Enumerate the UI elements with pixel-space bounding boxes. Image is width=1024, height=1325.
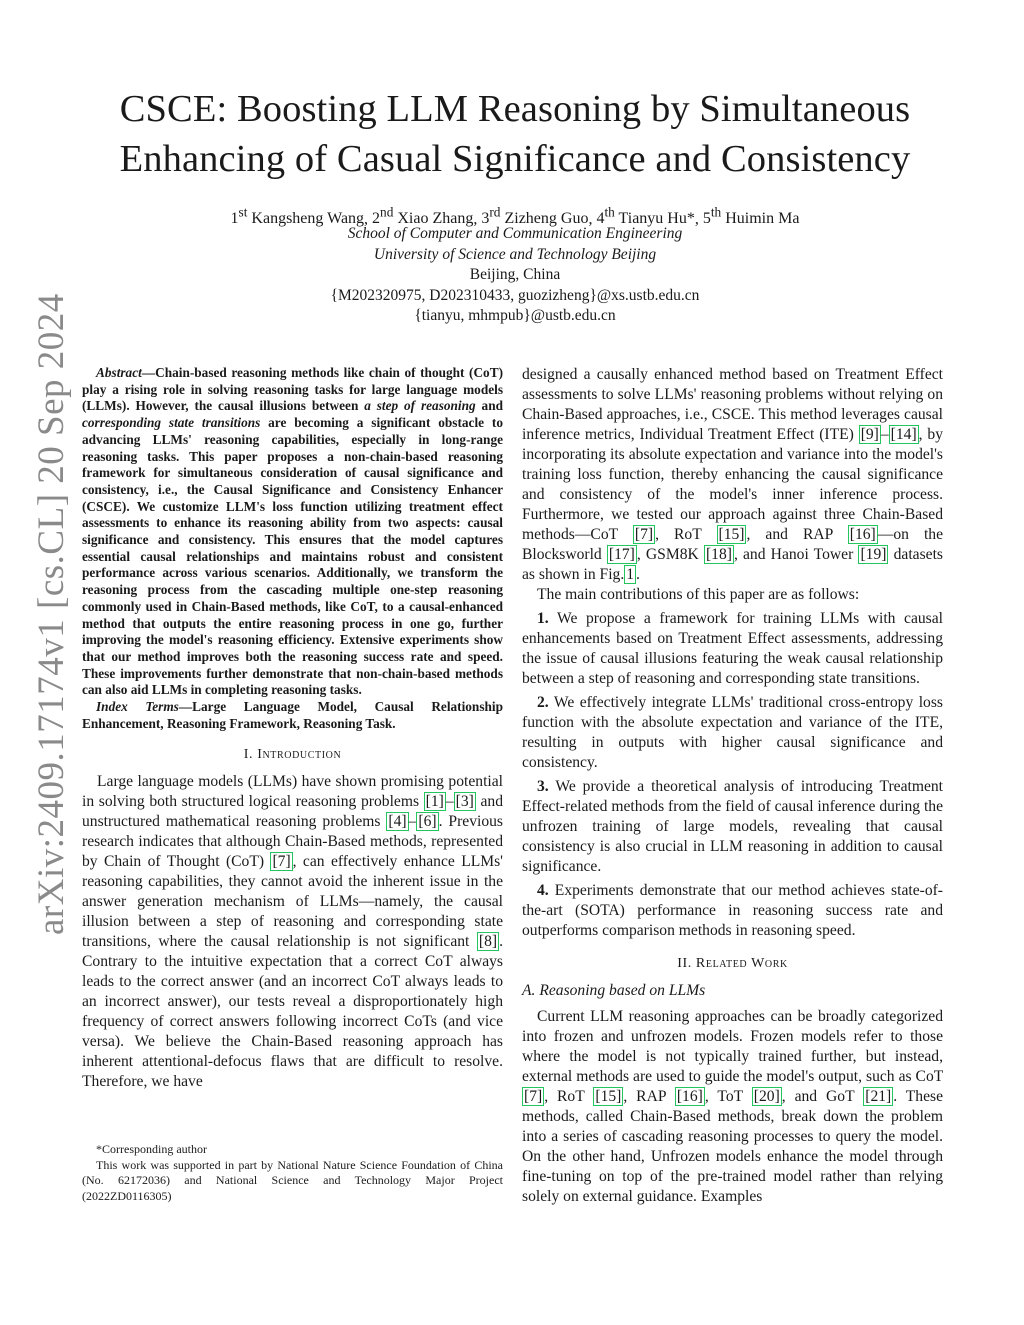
citation-link[interactable]: [4] — [388, 813, 407, 831]
intro-continued: designed a causally enhanced method based on Treatment Effect assessments to solve LLMs' reasoning problems without relying on Chain-Based approaches, i.e., CSCE. This method leverages causal inference metrics, Individual Treatment Effect (ITE) [9] – [14] , by incorporating its absolute expectation and variance into the model's training loss function, thereby enhancing the causal significance and consistency of the model's inner inference process. Furthermore, we tested our approach against three Chain-Based methods—CoT [7] , RoT [15] , and RAP [16] —on the Blocksworld [17] , GSM8K [18] , and Hanoi Tower [19] datasets as shown in Fig. 1 . — [522, 366, 944, 583]
citation-link[interactable]: [1] — [425, 793, 444, 811]
affiliation-university: University of Science and Technology Beijing — [373, 245, 657, 263]
citation-link[interactable]: [19] — [860, 546, 887, 563]
citation-link[interactable]: [15] — [718, 526, 745, 543]
author: 2nd Xiao Zhang — [372, 205, 474, 228]
citation-link[interactable]: [21] — [865, 1088, 892, 1105]
citation-link[interactable]: [14] — [890, 426, 917, 443]
arxiv-stamp: arXiv:2409.17174v1 [cs.CL] 20 Sep 2024 — [31, 293, 72, 935]
author: 5th Huimin Ma — [702, 205, 800, 228]
citation-link[interactable]: [16] — [676, 1088, 703, 1105]
footnote-corresponding: *Corresponding author — [96, 1142, 207, 1156]
related-work-paragraph: Current LLM reasoning approaches can be broadly categorized into frozen and unfrozen models. Frozen models refer to those where the model is not typically trained further, but instead, external methods are used to guide the model's output, such as CoT [7] , RoT [15] , RAP [16] , ToT [20] , and GoT [21] . These methods, called Chain-Based methods, break down the problem into a series of cascading reasoning processes to query the model. On the other hand, Unfrozen models enhance the model through fine-tuning on top of the pre-trained model rather than relying solely on external guidance. Examples — [522, 1008, 944, 1205]
citation-link[interactable]: [20] — [753, 1088, 780, 1105]
citation-link[interactable]: [7] — [634, 526, 654, 543]
author-list: 1st Kangsheng Wang, 2nd Xiao Zhang, 3rd Zizheng Guo, 4th Tianyu Hu*, 5th Huimin Ma — [230, 205, 800, 228]
subsection-heading: A. Reasoning based on LLMs — [522, 982, 706, 999]
contribution-item: 4. Experiments demonstrate that our method achieves state-of-the-art (SOTA) performance in reasoning success rate and outperforms comparison methods in reasoning speed. — [522, 882, 943, 939]
title-line-2: Enhancing of Casual Significance and Consistency — [119, 138, 911, 180]
paper-title — [60, 84, 970, 184]
citation-link[interactable]: [7] — [524, 1088, 543, 1105]
contribution-item: 2. We effectively integrate LLMs' traditional cross-entropy loss function with the absolute expectation and variance of the ITE, resulting in outputs with higher causal significance and consistency. — [522, 694, 943, 771]
index-terms: Index Terms—Large Language Model, Causal Relationship Enhancement, Reasoning Framework, Reasoning Task. — [82, 699, 503, 731]
footnote-funding: This work was supported in part by National Nature Science Foundation of China (No. 62172036) and National Science and Technology Major Project (2022ZD0116305) — [82, 1157, 503, 1203]
section-heading-related-work: II. Related Work — [677, 956, 788, 971]
citation-link[interactable]: [6] — [418, 813, 437, 831]
citation-link[interactable]: [16] — [849, 526, 876, 543]
citation-link[interactable]: [8] — [478, 933, 498, 951]
intro-paragraph: Large language models (LLMs) have shown promising potential in solving both structured logical reasoning problems [1] – [3] and unstructured mathematical reasoning problems [4] – [6] . Previous research indicates that although Chain-Based methods, represented by Chain of Thought (CoT) [7] , can effectively enhance LLMs' reasoning capabilities, they cannot avoid the inherent issue in the answer generation mechanism of LLMs—namely, the causal illusion between a step of reasoning and corresponding state transitions, where the causal relationship is not significant [8] . Contrary to the intuitive expectation that a correct CoT always leads to the correct answer (and an incorrect CoT always leads to an incorrect answer), our tests reveal a disproportionately high frequency of correct answers following incorrect CoTs (and vice versa). We believe the Chain-Based reasoning approach has inherent attentional-defocus flaws that are difficult to resolve. Therefore, we have — [82, 773, 503, 1091]
citation-link[interactable]: [9] — [860, 426, 879, 443]
affiliation-email-2: {tianyu, mhmpub}@ustb.edu.cn — [414, 307, 616, 324]
contribution-item: 1. We propose a framework for training LLMs with causal enhancements based on Treatment Effect assessments, addressing the issue of causal illusions featuring the weak causal relationship between a step of reasoning and corresponding state transitions. — [522, 610, 943, 687]
affiliation-email-1: {M202320975, D202310433, guozizheng}@xs.ustb.edu.cn — [330, 286, 700, 304]
figure-link[interactable]: 1 — [626, 566, 635, 583]
citation-link[interactable]: [18] — [705, 546, 732, 563]
left-column — [82, 365, 503, 1092]
author: 4th Tianyu Hu* — [596, 205, 695, 228]
citation-link[interactable]: [17] — [608, 546, 635, 563]
footnotes — [82, 1142, 503, 1204]
citation-link[interactable]: [15] — [595, 1088, 622, 1105]
affiliation — [150, 224, 880, 327]
right-column — [522, 365, 943, 1207]
index-terms-label: Index Terms — [96, 699, 179, 715]
affiliation-school: School of Computer and Communication Engineering — [347, 225, 683, 242]
title-line-1: CSCE: Boosting LLM Reasoning by Simultaneous — [119, 88, 911, 130]
affiliation-city: Beijing, China — [469, 266, 561, 283]
author: 1st Kangsheng Wang — [230, 205, 365, 228]
abstract-label: Abstract — [96, 365, 142, 380]
abstract: Abstract—Chain-based reasoning methods like chain of thought (CoT) play a rising role in solving reasoning tasks for large language models (LLMs). However, the causal illusions between a step of reasoning and corresponding state transitions are becoming a significant obstacle to advancing LLMs' reasoning capabilities, especially in long-range reasoning tasks. This paper proposes a non-chain-based reasoning framework for simultaneous consideration of causal significance and consistency, i.e., the Causal Significance and Consistency Enhancer (CSCE). We customize LLM's loss function utilizing treatment effect assessments to enhance its reasoning ability from two aspects: causal significance and consistency. This ensures that the model captures essential causal relationships and maintains robust and consistent performance across various scenarios. Additionally, we transform the reasoning process from the cascading multiple one-step reasoning commonly used in Chain-Based methods, like CoT, to a causal-enhanced method that outputs the entire reasoning process in one go, further improving the model's reasoning efficiency. Extensive experiments show that our method improves both the reasoning success rate and speed. These improvements further demonstrate that non-chain-based methods can also aid LLMs in completing reasoning tasks. — [82, 365, 503, 698]
author: 3rd Zizheng Guo — [481, 205, 589, 228]
citation-link[interactable]: [3] — [455, 793, 474, 811]
citation-link[interactable]: [7] — [272, 853, 291, 871]
contribution-item: 3. We provide a theoretical analysis of introducing Treatment Effect-related methods from the field of causal inference during the unfrozen training of large models, revealing that causal consistency is also crucial in LLM reasoning in addition to causal significance. — [522, 778, 943, 875]
contributions-intro: The main contributions of this paper are as follows: — [537, 586, 860, 603]
section-heading-introduction: I. Introduction — [243, 747, 342, 763]
